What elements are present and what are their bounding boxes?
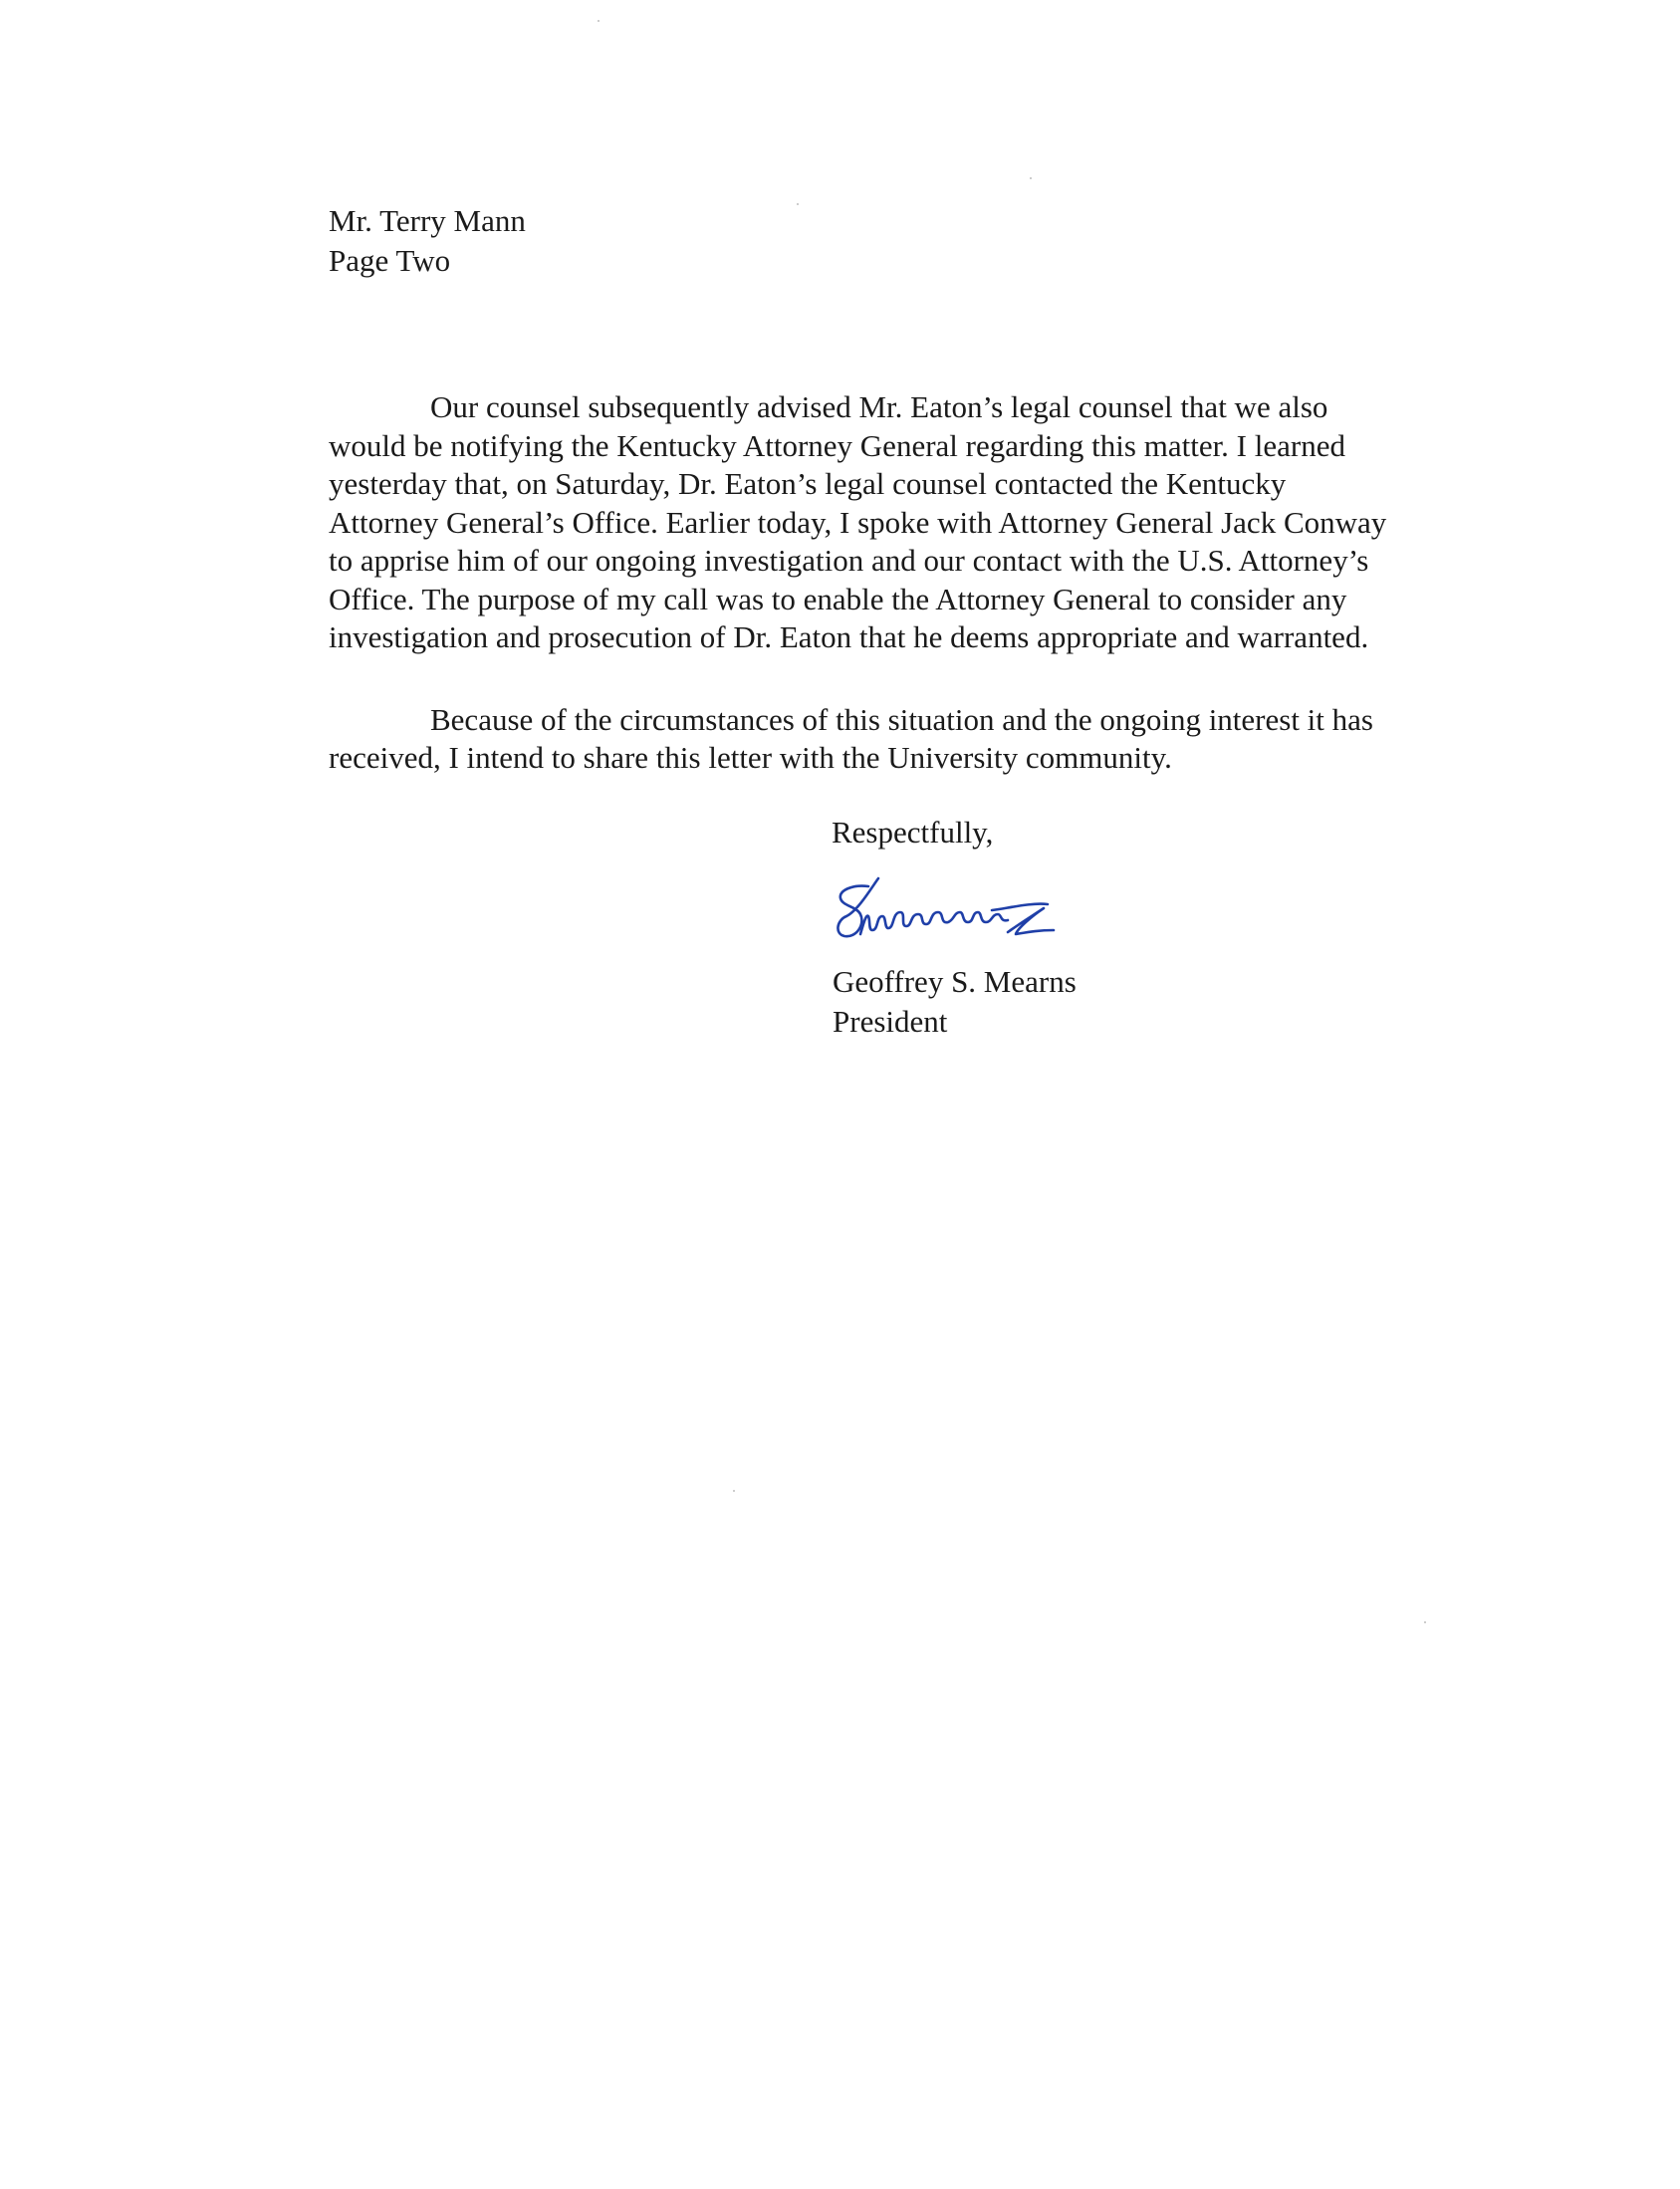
paragraph-line: investigation and prosecution of Dr. Eaton that he deems appropriate and warranted.: [329, 619, 1369, 654]
paragraph-line: Our counsel subsequently advised Mr. Eaton’s legal counsel that we also: [430, 389, 1328, 424]
paragraph-line: Office. The purpose of my call was to enable the Attorney General to consider any: [329, 581, 1347, 616]
paragraph-line: to apprise him of our ongoing investigation and our contact with the U.S. Attorney’s: [329, 543, 1369, 578]
paragraph: [329, 388, 1494, 657]
paragraph-line: yesterday that, on Saturday, Dr. Eaton’s legal counsel contacted the Kentucky: [329, 466, 1287, 501]
recipient-name: Mr. Terry Mann: [329, 203, 526, 238]
scan-speck: [1030, 177, 1032, 179]
handwritten-signature: [833, 872, 1131, 962]
signer-block: [833, 962, 1077, 1042]
scan-speck: [797, 203, 799, 205]
paragraph: [329, 701, 1494, 778]
signer-title: President: [833, 1004, 948, 1039]
paragraph-line: received, I intend to share this letter with the University community.: [329, 740, 1172, 775]
letter-body: [329, 388, 1494, 778]
signature-stroke: [838, 878, 1054, 936]
paragraph-spacer: [329, 657, 1494, 701]
paragraph-line: would be notifying the Kentucky Attorney General regarding this matter. I learned: [329, 427, 1345, 463]
scan-speck: [598, 20, 600, 22]
closing: [832, 813, 993, 852]
signer-name: Geoffrey S. Mearns: [833, 964, 1077, 999]
closing-salutation: Respectfully,: [832, 815, 994, 850]
paragraph-line: Attorney General’s Office. Earlier today, I spoke with Attorney General Jack Conway: [329, 504, 1387, 540]
page-label: Page Two: [329, 243, 451, 278]
scan-speck: [1424, 1621, 1426, 1623]
paragraph-line: Because of the circumstances of this situation and the ongoing interest it has: [430, 701, 1373, 737]
letter-header: [329, 201, 526, 281]
scan-speck: [733, 1490, 735, 1492]
